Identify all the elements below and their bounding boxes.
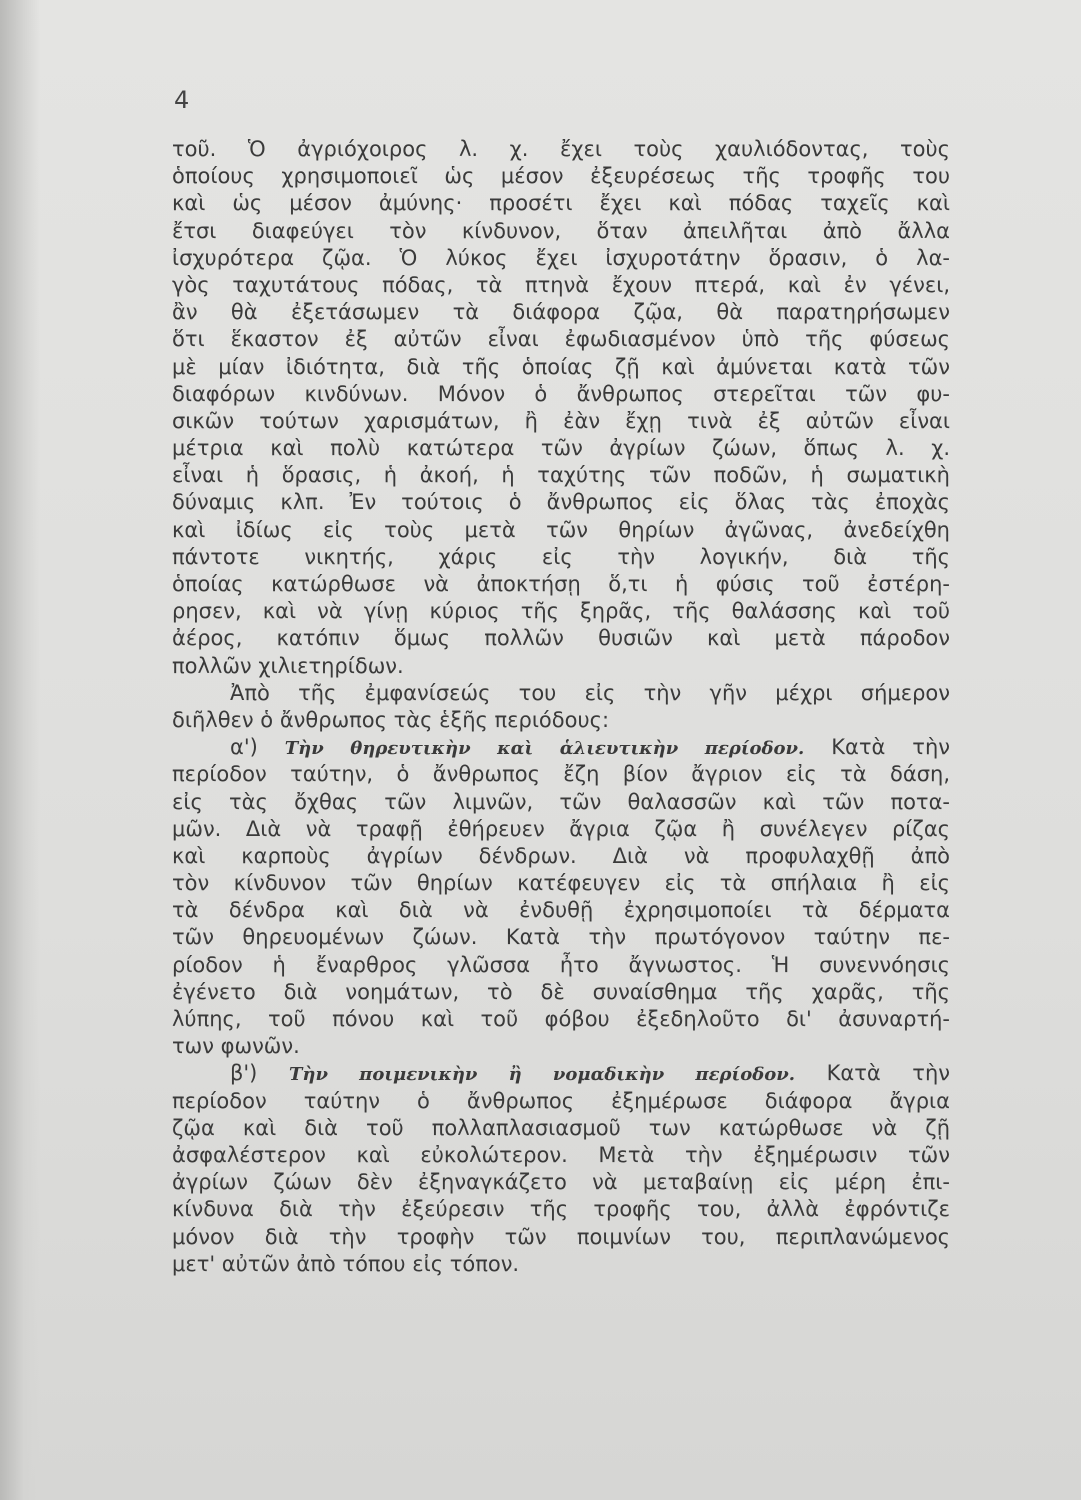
text-line: μῶν. Διὰ νὰ τραφῇ ἐθήρευεν ἄγρια ζῷα ἢ συνέλεγεν ρίζας xyxy=(172,816,950,841)
text-line: σικῶν τούτων χαρισμάτων, ἢ ἐὰν ἔχῃ τινὰ ἐξ αὐτῶν εἶναι xyxy=(172,408,950,433)
text-line: μετ' αὐτῶν ἀπὸ τόπου εἰς τόπον. xyxy=(172,1251,520,1276)
text-line: μέτρια καὶ πολὺ κατώτερα τῶν ἀγρίων ζώων, ὅπως λ. χ. xyxy=(172,436,950,461)
text-line: εἰς τὰς ὄχθας τῶν λιμνῶν, τῶν θαλασσῶν καὶ τῶν ποτα- xyxy=(172,789,950,814)
text-line: ρίοδον ἡ ἔναρθρος γλῶσσα ἦτο ἄγνωστος. Ἡ συνεννόησις xyxy=(172,952,950,977)
text-line: καὶ ἰδίως εἰς τοὺς μετὰ τῶν θηρίων ἀγῶνας, ἀνεδείχθη xyxy=(172,517,950,542)
text-line: των φωνῶν. xyxy=(172,1034,300,1059)
text-line: μόνον διὰ τὴν τροφὴν τῶν ποιμνίων του, περιπλανώμενος xyxy=(172,1224,950,1249)
text-line: ἐγένετο διὰ νοημάτων, τὸ δὲ συναίσθημα τῆς χαρᾶς, τῆς xyxy=(172,979,950,1004)
page-number: 4 xyxy=(174,86,190,114)
text-line: καὶ ὡς μέσον ἀμύνης· προσέτι ἔχει καὶ πόδας ταχεῖς καὶ xyxy=(172,191,950,216)
text-line: πάντοτε νικητής, χάρις εἰς τὴν λογικήν, διὰ τῆς xyxy=(172,544,950,569)
section-a-heading: Τὴν θηρευτικὴν καὶ ἁλιευτικὴν περίοδον. xyxy=(284,738,805,760)
text-line: ὁποίας κατώρθωσε νὰ ἀποκτήσῃ ὅ,τι ἡ φύσις τοῦ ἐστέρη- xyxy=(172,572,950,596)
text-line: ὅτι ἕκαστον ἐξ αὐτῶν εἶναι ἐφωδιασμένον ὑπὸ τῆς φύσεως xyxy=(172,327,950,352)
section-a-heading-line xyxy=(172,734,950,761)
text-line: διῆλθεν ὁ ἄνθρωπος τὰς ἑξῆς περιόδους: xyxy=(172,707,610,732)
text-line: μὲ μίαν ἰδιότητα, διὰ τῆς ὁποίας ζῇ καὶ ἀμύνεται κατὰ τῶν xyxy=(172,354,950,379)
text-line: καὶ καρποὺς ἀγρίων δένδρων. Διὰ νὰ προφυλαχθῇ ἀπὸ xyxy=(172,843,950,868)
text-line: λύπης, τοῦ πόνου καὶ τοῦ φόβου ἐξεδηλοῦτο δι' ἀσυναρτή- xyxy=(172,1007,950,1031)
text-line: ἀσφαλέστερον καὶ εὐκολώτερον. Μετὰ τὴν ἐξημέρωσιν τῶν xyxy=(172,1142,950,1167)
text-line: περίοδον ταύτην, ὁ ἄνθρωπος ἔζη βίον ἄγριον εἰς τὰ δάση, xyxy=(172,762,950,787)
body-text xyxy=(172,136,950,1278)
text-line: διαφόρων κινδύνων. Μόνον ὁ ἄνθρωπος στερεῖται τῶν φυ- xyxy=(172,381,950,406)
text-line: ἂν θὰ ἐξετάσωμεν τὰ διάφορα ζῷα, θὰ παρατηρήσωμεν xyxy=(172,300,950,325)
section-b-heading-line xyxy=(172,1060,950,1087)
page-left-edge-shadow xyxy=(0,0,40,1500)
text-line: ἀέρος, κατόπιν ὅμως πολλῶν θυσιῶν καὶ μετὰ πάροδον xyxy=(172,626,950,651)
text-line: ἔτσι διαφεύγει τὸν κίνδυνον, ὅταν ἀπειλῆται ἀπὸ ἄλλα xyxy=(172,218,950,243)
text-line: πολλῶν χιλιετηρίδων. xyxy=(172,653,404,678)
section-b-marker: β') xyxy=(230,1061,258,1086)
section-a-marker: α') xyxy=(230,735,258,760)
text-line: τὰ δένδρα καὶ διὰ νὰ ἐνδυθῇ ἐχρησιμοποίει τὰ δέρματα xyxy=(172,898,950,923)
text-line: ὁποίους χρησιμοποιεῖ ὡς μέσον ἐξευρέσεως τῆς τροφῆς του xyxy=(172,164,950,189)
text-line: ρησεν, καὶ νὰ γίνῃ κύριος τῆς ξηρᾶς, τῆς θαλάσσης καὶ τοῦ xyxy=(172,599,950,624)
text-line: Κατὰ τὴν xyxy=(826,1061,950,1086)
text-line: τὸν κίνδυνον τῶν θηρίων κατέφευγεν εἰς τὰ σπήλαια ἢ εἰς xyxy=(172,871,950,896)
text-line: Κατὰ τὴν xyxy=(831,735,950,760)
text-line: Ἀπὸ τῆς ἐμφανίσεώς του εἰς τὴν γῆν μέχρι σήμερον xyxy=(230,680,950,705)
text-line: ζῷα καὶ διὰ τοῦ πολλαπλασιασμοῦ των κατώρθωσε νὰ ζῇ xyxy=(172,1115,950,1140)
text-line: δύναμις κλπ. Ἐν τούτοις ὁ ἄνθρωπος εἰς ὅλας τὰς ἐποχὰς xyxy=(172,490,950,515)
text-line: τοῦ. Ὁ ἀγριόχοιρος λ. χ. ἔχει τοὺς χαυλιόδοντας, τοὺς xyxy=(172,137,950,161)
text-line: περίοδον ταύτην ὁ ἄνθρωπος ἐξημέρωσε διάφορα ἄγρια xyxy=(172,1088,950,1113)
text-line: γὸς ταχυτάτους πόδας, τὰ πτηνὰ ἔχουν πτερά, καὶ ἐν γένει, xyxy=(172,272,950,297)
text-line: ἰσχυρότερα ζῷα. Ὁ λύκος ἔχει ἰσχυροτάτην ὅρασιν, ὁ λα- xyxy=(172,245,950,270)
section-b-heading: Τὴν ποιμενικὴν ἢ νομαδικὴν περίοδον. xyxy=(288,1064,795,1086)
text-line: κίνδυνα διὰ τὴν ἐξεύρεσιν τῆς τροφῆς του, ἀλλὰ ἐφρόντιζε xyxy=(172,1197,950,1222)
text-line: ἀγρίων ζώων δὲν ἐξηναγκάζετο νὰ μεταβαίνῃ εἰς μέρη ἐπι- xyxy=(172,1170,950,1195)
text-line: εἶναι ἡ ὅρασις, ἡ ἀκοή, ἡ ταχύτης τῶν ποδῶν, ἡ σωματικὴ xyxy=(172,463,950,488)
text-line: τῶν θηρευομένων ζώων. Κατὰ τὴν πρωτόγονον ταύτην πε- xyxy=(172,925,950,950)
